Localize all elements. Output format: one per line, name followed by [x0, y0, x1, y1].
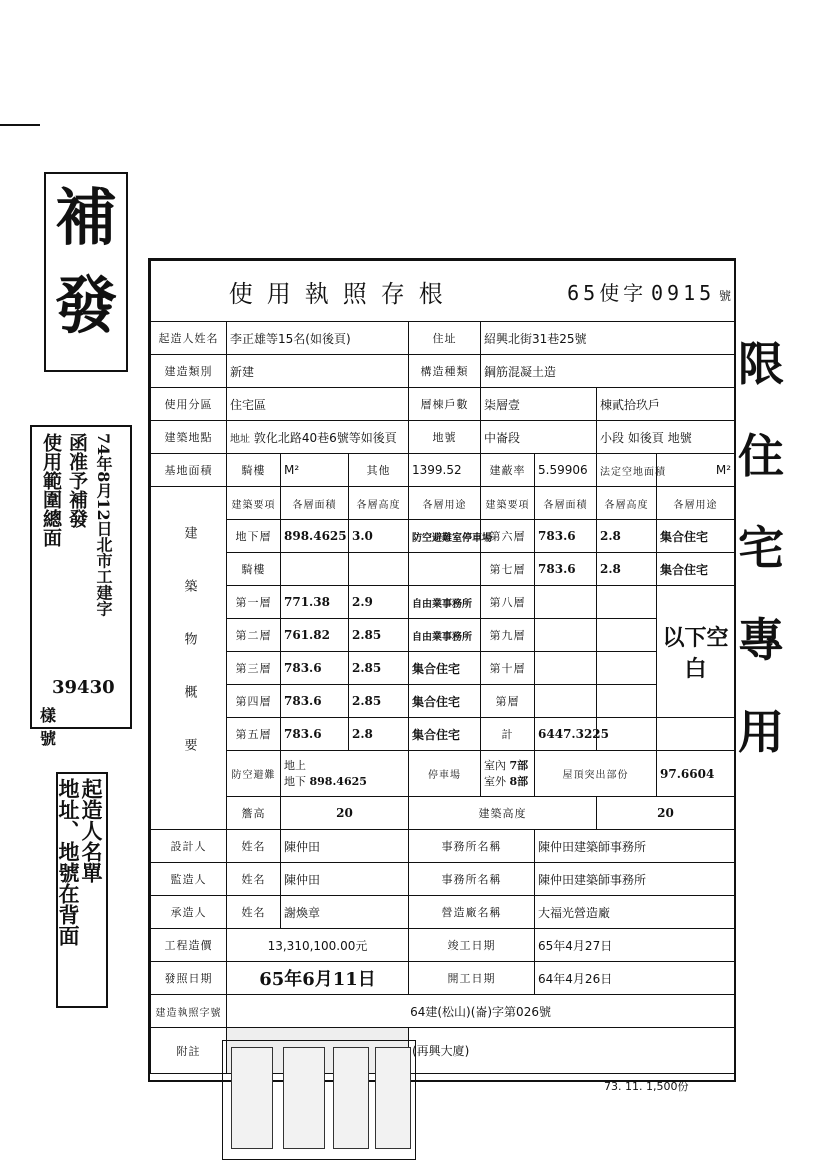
- floor-name: 第九層: [481, 619, 535, 652]
- margin-line: [0, 124, 40, 126]
- floor-height: 3.0: [349, 520, 409, 553]
- building-summary-label: 建築物概要: [151, 487, 227, 830]
- note-footer: 樣號: [40, 706, 87, 748]
- designer-label: 設計人: [151, 830, 227, 863]
- below-ground-value: 898.4625: [309, 774, 367, 788]
- col-item-left: 建築要項: [227, 487, 281, 520]
- roof-value: 97.6604: [657, 751, 735, 797]
- floor-height: 2.8: [597, 553, 657, 586]
- floor-height: 2.85: [349, 652, 409, 685]
- floor-area: [535, 586, 597, 619]
- floor-area: 783.6: [535, 520, 597, 553]
- build-type-label: 建造類別: [151, 355, 227, 388]
- units-value: 棟貳拾玖戶: [597, 388, 735, 421]
- floor-row: [151, 718, 735, 751]
- base-area-value: 1399.52: [409, 454, 481, 487]
- floor-area: 771.38: [281, 586, 349, 619]
- edge-char: 專: [738, 613, 784, 667]
- total-blank: [657, 718, 735, 751]
- remark-label: 附註: [151, 1028, 227, 1074]
- coverage-label: 建蔽率: [481, 454, 535, 487]
- eave-label: 簷高: [227, 797, 281, 830]
- indoor-value: 7部: [509, 758, 529, 772]
- floor-use: 集合住宅: [657, 553, 735, 586]
- floor-name: 第一層: [227, 586, 281, 619]
- contractor-name: 謝煥章: [281, 896, 409, 929]
- designer-name: 陳仲田: [281, 830, 409, 863]
- floor-name: 計: [481, 718, 535, 751]
- floor-name: 第五層: [227, 718, 281, 751]
- building-height-label: 建築高度: [409, 797, 597, 830]
- edge-char: 用: [738, 705, 784, 759]
- stamp-char-1: 補: [54, 181, 117, 254]
- floor-name: 騎樓: [227, 553, 281, 586]
- arcade-unit: M²: [281, 454, 349, 487]
- supervisor-name: 陳仲田: [281, 863, 409, 896]
- coverage-value: 5.59906: [535, 454, 597, 487]
- floor-name: 第三層: [227, 652, 281, 685]
- col-use-left: 各層用途: [409, 487, 481, 520]
- floor-use: 自由業事務所: [409, 619, 481, 652]
- floor-height: 2.85: [349, 685, 409, 718]
- zone-label: 使用分區: [151, 388, 227, 421]
- start-value: 64年4月26日: [535, 962, 735, 995]
- start-label: 開工日期: [409, 962, 535, 995]
- air-defense-label: 防空避難: [227, 751, 281, 797]
- floor-area: 6447.3225: [535, 718, 597, 751]
- zone-value: 住宅區: [227, 388, 409, 421]
- completion-label: 竣工日期: [409, 929, 535, 962]
- floor-area: [281, 553, 349, 586]
- col-use-right: 各層用途: [657, 487, 735, 520]
- seal-stamp: [231, 1047, 273, 1149]
- floor-use: [409, 553, 481, 586]
- indoor-label: 室內: [484, 758, 506, 772]
- floor-height: 2.8: [349, 718, 409, 751]
- col-height-left: 各層高度: [349, 487, 409, 520]
- note-col-2: 函准予補發: [66, 433, 88, 528]
- floor-area: 783.6: [281, 718, 349, 751]
- parking-values: [481, 751, 535, 797]
- permit-table: [150, 260, 735, 1074]
- floor-name: 第二層: [227, 619, 281, 652]
- supervisor-office-label: 事務所名稱: [409, 863, 535, 896]
- floor-height: 2.8: [597, 520, 657, 553]
- floor-height: 2.9: [349, 586, 409, 619]
- print-note: 73. 11. 1,500份: [604, 1080, 689, 1093]
- floor-name: 第層: [481, 685, 535, 718]
- seal-stamp: [283, 1047, 325, 1149]
- note-col-3: 74年8月12日北市工建字: [94, 433, 113, 617]
- floor-height: [349, 553, 409, 586]
- floor-area: [535, 685, 597, 718]
- parking-label: 停車場: [409, 751, 481, 797]
- base-area-label: 基地面積: [151, 454, 227, 487]
- floor-use: 集合住宅: [409, 718, 481, 751]
- floor-height: [597, 619, 657, 652]
- floors-value: 柒層壹: [481, 388, 597, 421]
- usage-permit-form: [148, 258, 736, 1082]
- permit-number: 0915: [651, 280, 716, 305]
- seal-stamp: [375, 1047, 411, 1149]
- floor-height: [597, 652, 657, 685]
- above-ground-label: 地上: [284, 758, 306, 772]
- note-number: 39430: [52, 677, 115, 698]
- air-defense-values: [281, 751, 409, 797]
- site-label: 建築地點: [151, 421, 227, 454]
- below-ground-label: 地下: [284, 774, 306, 788]
- outdoor-value: 8部: [509, 774, 529, 788]
- floor-use: 防空避難室停車場: [409, 520, 481, 553]
- outdoor-label: 室外: [484, 774, 506, 788]
- structure-value: 鋼筋混凝土造: [481, 355, 735, 388]
- floor-row: [151, 685, 735, 718]
- company-label: 營造廠名稱: [409, 896, 535, 929]
- floor-area: [535, 652, 597, 685]
- open-space-unit: M²: [657, 454, 735, 487]
- stamp2-col-2: 地址、地號在背面: [56, 778, 81, 946]
- applicant-label: 起造人姓名: [151, 322, 227, 355]
- floor-row: [151, 553, 735, 586]
- supervisor-name-label: 姓名: [227, 863, 281, 896]
- roof-label: 屋頂突出部份: [535, 751, 657, 797]
- floor-name: 第七層: [481, 553, 535, 586]
- floor-name: 第四層: [227, 685, 281, 718]
- applicant-value: 李正雄等15名(如後頁): [227, 322, 409, 355]
- completion-value: 65年4月27日: [535, 929, 735, 962]
- cost-value: 13,310,100.00元: [227, 929, 409, 962]
- col-area-right: 各層面積: [535, 487, 597, 520]
- company-value: 大福光營造廠: [535, 896, 735, 929]
- contractor-name-label: 姓名: [227, 896, 281, 929]
- number-suffix: 號: [719, 288, 732, 303]
- contractor-label: 承造人: [151, 896, 227, 929]
- floor-use: 集合住宅: [409, 685, 481, 718]
- floor-height: [597, 586, 657, 619]
- lot-label: 地號: [409, 421, 481, 454]
- designer-office: 陳仲田建築師事務所: [535, 830, 735, 863]
- left-approval-note: [30, 425, 132, 748]
- seal-stamp: [333, 1047, 369, 1149]
- designer-name-label: 姓名: [227, 830, 281, 863]
- permit-value: 64建(松山)(崙)字第026號: [227, 995, 735, 1028]
- floor-name: 第六層: [481, 520, 535, 553]
- col-area-left: 各層面積: [281, 487, 349, 520]
- floor-area: 783.6: [281, 652, 349, 685]
- floor-height: 2.85: [349, 619, 409, 652]
- stamp-char-2: 發: [54, 269, 117, 342]
- address-value: 紹興北街31巷25號: [481, 322, 735, 355]
- floor-height: [597, 685, 657, 718]
- floor-name: 第十層: [481, 652, 535, 685]
- col-item-right: 建築要項: [481, 487, 535, 520]
- note-col-1: 使用範圍總面: [40, 433, 62, 547]
- building-height-value: 20: [597, 797, 735, 830]
- applicant-list-stamp: [56, 772, 108, 1008]
- right-edge-text: [738, 318, 832, 968]
- issue-label: 發照日期: [151, 962, 227, 995]
- number-prefix: 65使字: [567, 280, 648, 305]
- floor-row: [151, 652, 735, 685]
- handwritten-blank: 以下空白: [657, 586, 735, 718]
- floor-row: [151, 586, 735, 619]
- arcade-label: 騎樓: [227, 454, 281, 487]
- floor-name: 第八層: [481, 586, 535, 619]
- edge-char: 限: [738, 337, 784, 391]
- form-title: 使用執照存根: [151, 261, 535, 322]
- floor-name: 地下層: [227, 520, 281, 553]
- issue-value: 65年6月11日: [227, 962, 409, 995]
- floor-row: [151, 520, 735, 553]
- floor-use: 自由業事務所: [409, 586, 481, 619]
- floor-area: 761.82: [281, 619, 349, 652]
- lot-sub: 小段: [600, 430, 625, 445]
- edge-char: 宅: [738, 521, 784, 575]
- bottom-stamp-area: [222, 1040, 416, 1160]
- designer-office-label: 事務所名稱: [409, 830, 535, 863]
- floor-use: 集合住宅: [409, 652, 481, 685]
- supervisor-label: 監造人: [151, 863, 227, 896]
- floor-row: [151, 619, 735, 652]
- floor-area: 783.6: [535, 553, 597, 586]
- permit-number-cell: [535, 261, 735, 322]
- floors-label: 層棟戶數: [409, 388, 481, 421]
- cost-label: 工程造價: [151, 929, 227, 962]
- structure-label: 構造種類: [409, 355, 481, 388]
- supplementary-issue-stamp: [44, 172, 128, 372]
- remark-value: (再興大廈): [409, 1028, 735, 1074]
- edge-char: 住: [738, 429, 784, 483]
- eave-value: 20: [281, 797, 409, 830]
- col-height-right: 各層高度: [597, 487, 657, 520]
- other-label: 其他: [349, 454, 409, 487]
- open-space-label: 法定空地面積: [597, 454, 657, 487]
- permit-label: 建造執照字號: [151, 995, 227, 1028]
- floor-area: 783.6: [281, 685, 349, 718]
- lot-value: 中崙段: [481, 421, 597, 454]
- supervisor-office: 陳仲田建築師事務所: [535, 863, 735, 896]
- floor-area: 898.4625: [281, 520, 349, 553]
- build-type-value: 新建: [227, 355, 409, 388]
- site-value: 敦化北路40巷6號等如後頁: [253, 430, 397, 445]
- site-prefix: 地址: [230, 433, 250, 445]
- floor-use: 集合住宅: [657, 520, 735, 553]
- lot-note: 如後頁 地號: [627, 430, 692, 445]
- address-label: 住址: [409, 322, 481, 355]
- floor-area: [535, 619, 597, 652]
- stamp2-col-1: 起造人名單: [79, 778, 104, 883]
